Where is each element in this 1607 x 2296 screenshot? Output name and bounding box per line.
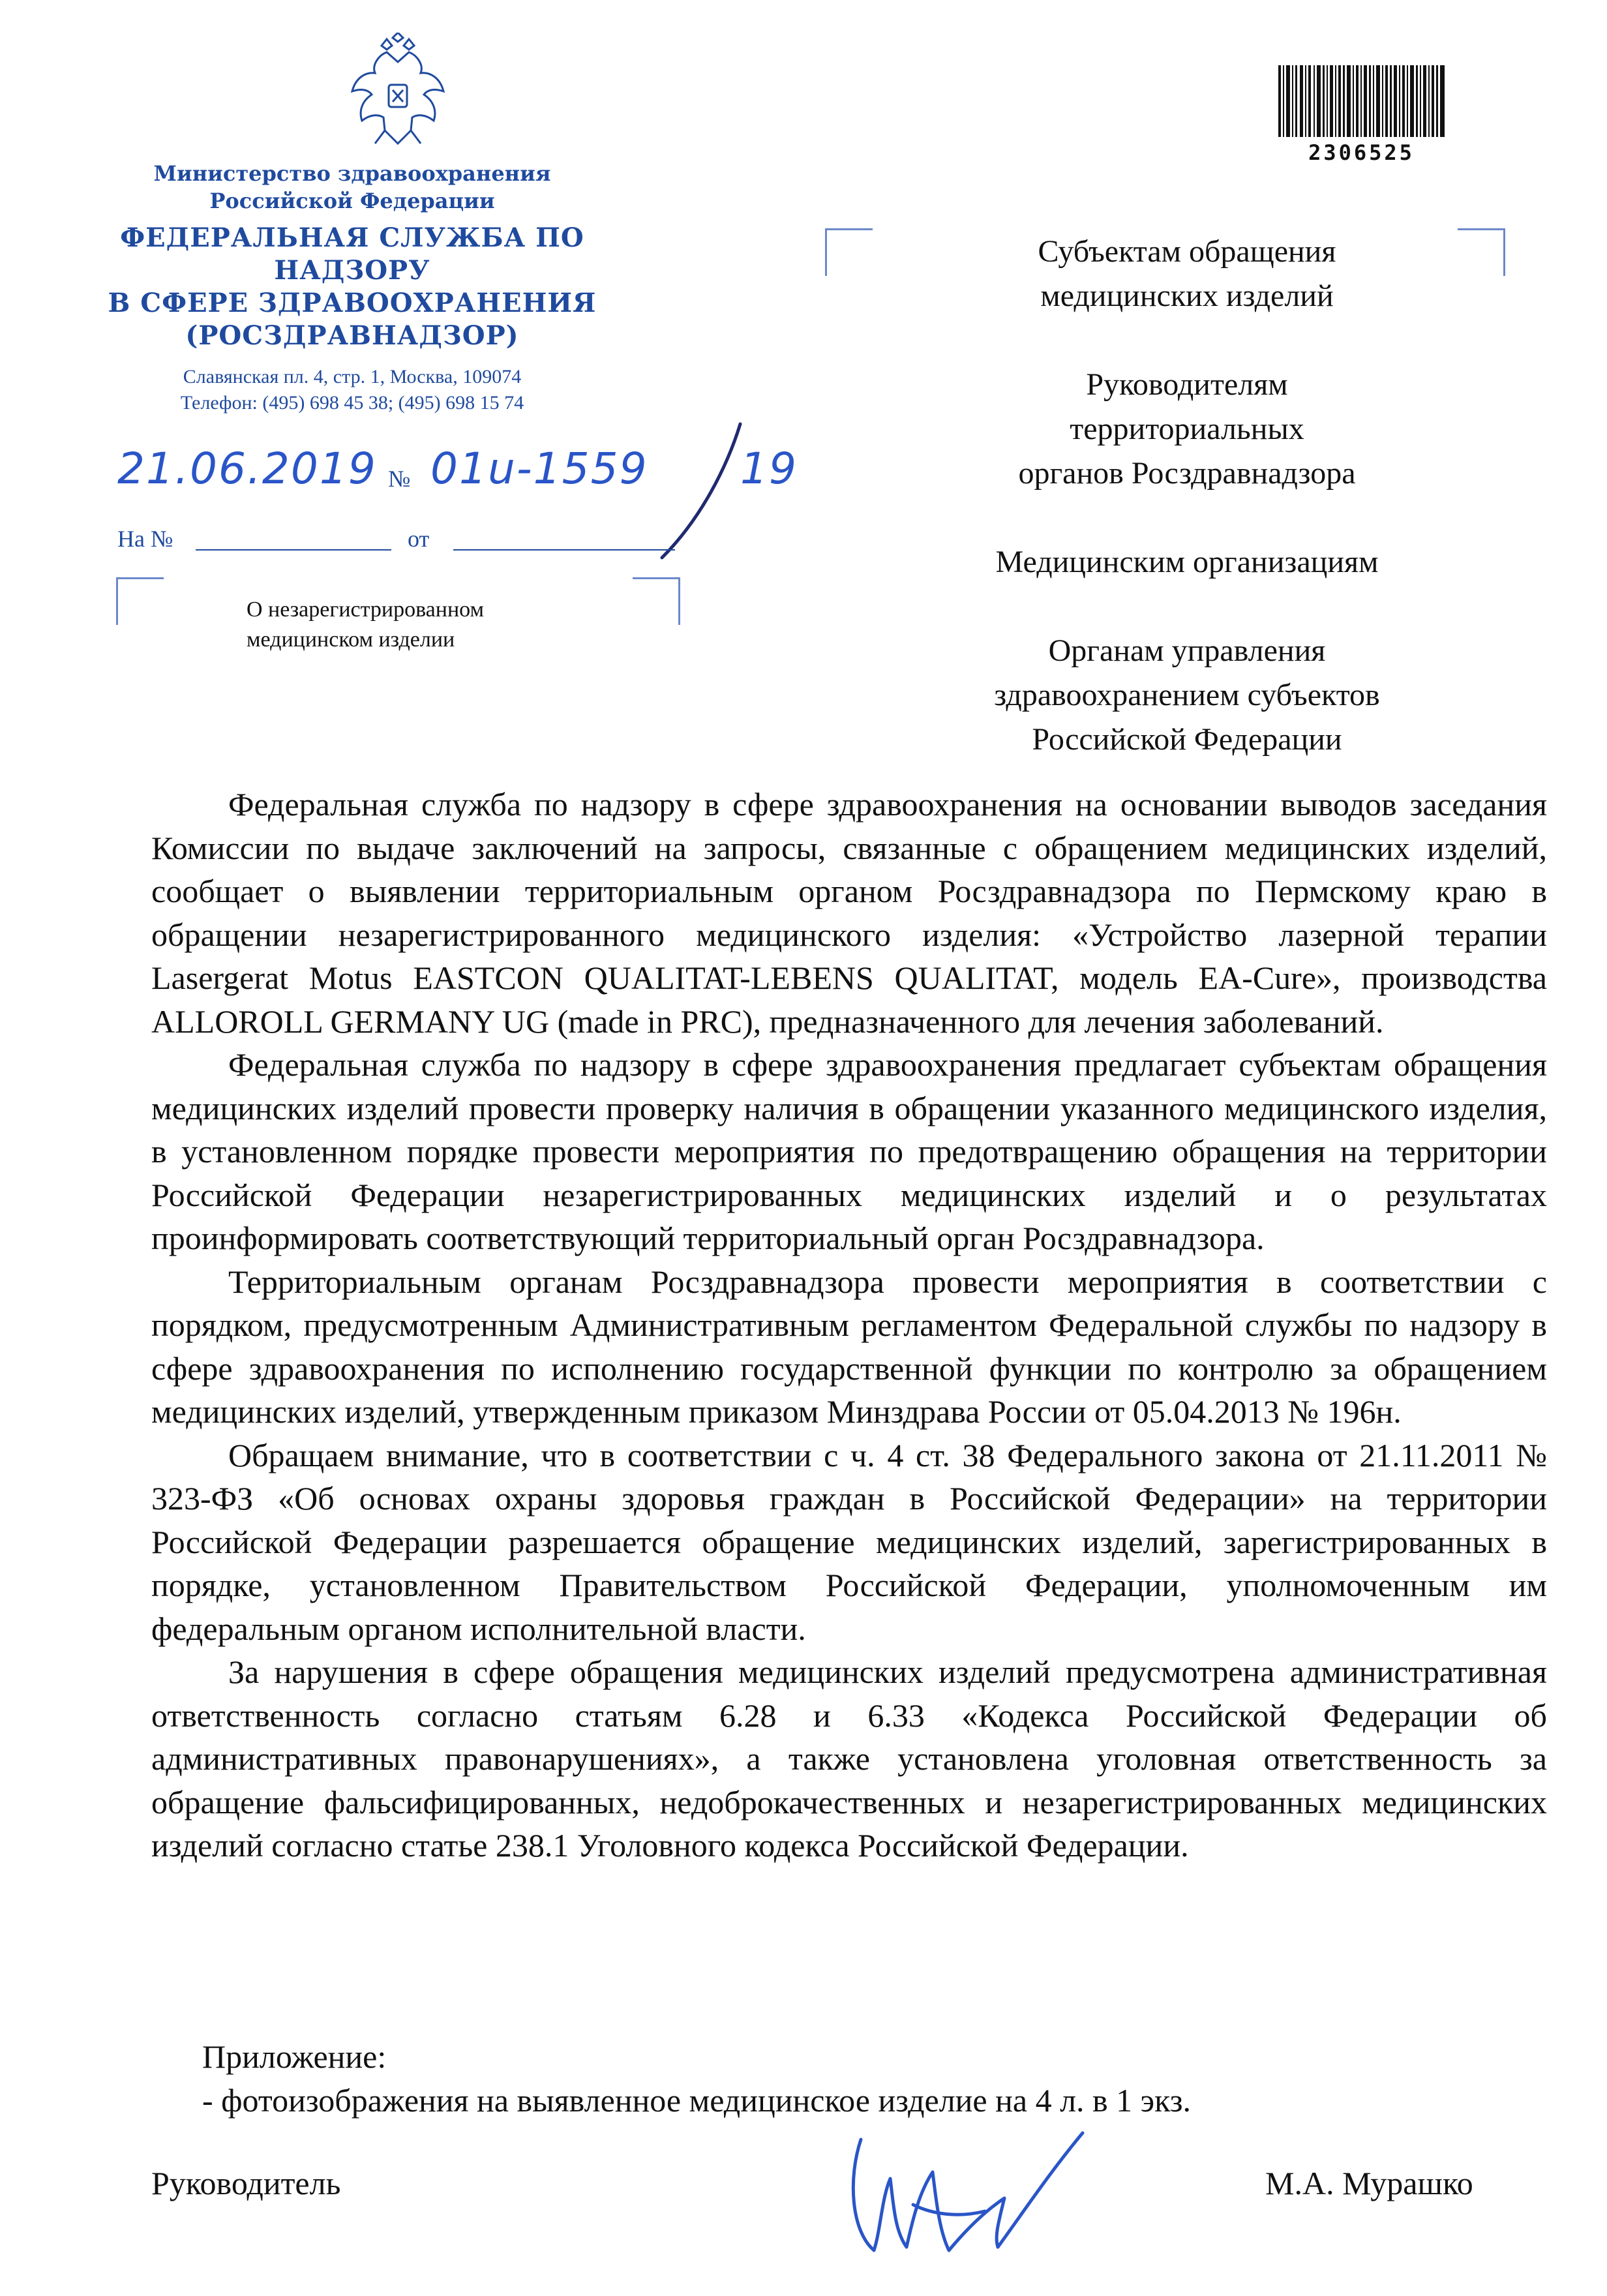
- ref-number-label: На №: [117, 526, 173, 552]
- addressee-line: Руководителям: [1086, 367, 1288, 402]
- address-line-1: Славянская пл. 4, стр. 1, Москва, 109074: [183, 366, 522, 387]
- subject-line-1: О незарегистрированном: [247, 597, 485, 622]
- service-line-1: ФЕДЕРАЛЬНАЯ СЛУЖБА ПО НАДЗОРУ: [120, 222, 584, 286]
- subject-corner-right: [633, 577, 680, 625]
- address-line-2: Телефон: (495) 698 45 38; (495) 698 15 74: [180, 392, 524, 414]
- handwritten-date: 21.06.2019: [117, 444, 377, 494]
- ref-number-blank: [196, 549, 391, 551]
- addressee-line: здравоохранением субъектов: [994, 678, 1380, 712]
- signatory-role: Руководитель: [151, 2165, 341, 2201]
- subject-line: [247, 595, 625, 655]
- body-paragraph: Федеральная служба по надзору в сфере здравоохранения на основании выводов заседания Комиссии по выдаче заключений на запросы, связанные с обращением медицинских изделий, сообщает о выявлении территориальным органом Росздравнадзора по Пермскому краю в обращении незарегистрированного медицинского изделия: «Устройство лазерной терапии Lasergerat Motus EASTCON QUALITAT-LEBENS QUALITAT, модель EA-Cure», производства ALLOROLL GERMANY UG (made in PRC), предназначенного для лечения заболеваний.: [151, 786, 1547, 1040]
- body-paragraph: Обращаем внимание, что в соответствии с ч. 4 ст. 38 Федерального закона от 21.11.2011 № 323-ФЗ «Об основах охраны здоровья граждан в Российской Федерации» на территории Российской Федерации разрешается обращение медицинских изделий, зарегистрированных в порядке, установленном Правительством Российской Федерации, уполномоченным им федеральным органом исполнительной власти.: [151, 1436, 1547, 1647]
- handwritten-reg-number: 01u-1559: [430, 444, 648, 494]
- body-paragraph: Территориальным органам Росздравнадзора провести мероприятия в соответствии с порядком, предусмотренным Административным регламентом Федеральной службы по надзору в сфере здравоохранения по исполнению государственной функции по контролю за обращением медицинских изделий, утвержденным приказом Минздрава России от 05.04.2013 № 196н.: [151, 1263, 1547, 1430]
- addressee-line: Российской Федерации: [1032, 722, 1342, 757]
- ref-from-label: от: [408, 526, 430, 552]
- handwritten-signature: [835, 2100, 1109, 2270]
- addressee-line: территориальных: [1070, 412, 1304, 446]
- addressee-line: Органам управления: [1048, 633, 1326, 668]
- ministry-line-2: Российской Федерации: [209, 189, 495, 213]
- addressee-line: Субъектам обращения: [1038, 234, 1336, 269]
- subject-corner-left: [116, 577, 164, 625]
- attachment-item: - фотоизображения на выявленное медицинское изделие на 4 л. в 1 экз.: [202, 2081, 1191, 2119]
- body-paragraph: За нарушения в сфере обращения медицинских изделий предусмотрена административная ответственность согласно статьям 6.28 и 6.33 «Кодекса Российской Федерации об административных правонарушениях», а также установлена уголовная ответственность за обращение фальсифицированных, недоброкачественных и незарегистрированных медицинских изделий согласно статье 238.1 Уголовного кодекса Российской Федерации.: [151, 1654, 1547, 1864]
- barcode-number: 2306525: [1308, 140, 1415, 165]
- addressee-medical-orgs: [900, 540, 1474, 584]
- addressee-line: медицинских изделий: [1040, 279, 1334, 313]
- number-label: №: [388, 466, 411, 492]
- addressee-territorial-heads: [900, 363, 1474, 496]
- body-paragraph: Федеральная служба по надзору в сфере здравоохранения предлагает субъектам обращения медицинских изделий провести проверку наличия в обращении указанного медицинского изделия, в установленном порядке провести мероприятия по предотвращению обращения на территории Российской Федерации незарегистрированных медицинских изделий и о результатах проинформировать соответствующий территориальный орган Росздравнадзора.: [151, 1046, 1547, 1256]
- ministry-line-1: Министерство здравоохранения: [153, 161, 551, 186]
- coat-of-arms-emblem-icon: [346, 33, 450, 150]
- barcode-icon: [1278, 65, 1445, 137]
- service-line-3: (РОСЗДРАВНАДЗОР): [185, 320, 519, 351]
- addressee-health-authorities: [900, 629, 1474, 762]
- service-line-2: В СФЕРЕ ЗДРАВООХРАНЕНИЯ: [108, 288, 597, 318]
- ministry-name: [117, 160, 587, 215]
- addressee-line: Медицинским организациям: [995, 545, 1379, 579]
- attachment-label: Приложение:: [202, 2038, 387, 2075]
- ref-from-blank: [453, 549, 675, 551]
- signatory-name: М.А. Мурашко: [1265, 2165, 1473, 2201]
- service-address: [117, 364, 587, 416]
- addressee-line: органов Росздравнадзора: [1018, 456, 1356, 491]
- subject-line-2: медицинском изделии: [247, 627, 455, 652]
- handwritten-number-suffix: 19: [740, 444, 798, 494]
- addressee-block: [900, 230, 1474, 762]
- addressee-subjects: [900, 230, 1474, 318]
- letter-body: [151, 783, 1547, 1867]
- addressees-corner-left: [825, 228, 873, 276]
- slash-separator: [655, 421, 747, 561]
- service-name: [91, 222, 613, 352]
